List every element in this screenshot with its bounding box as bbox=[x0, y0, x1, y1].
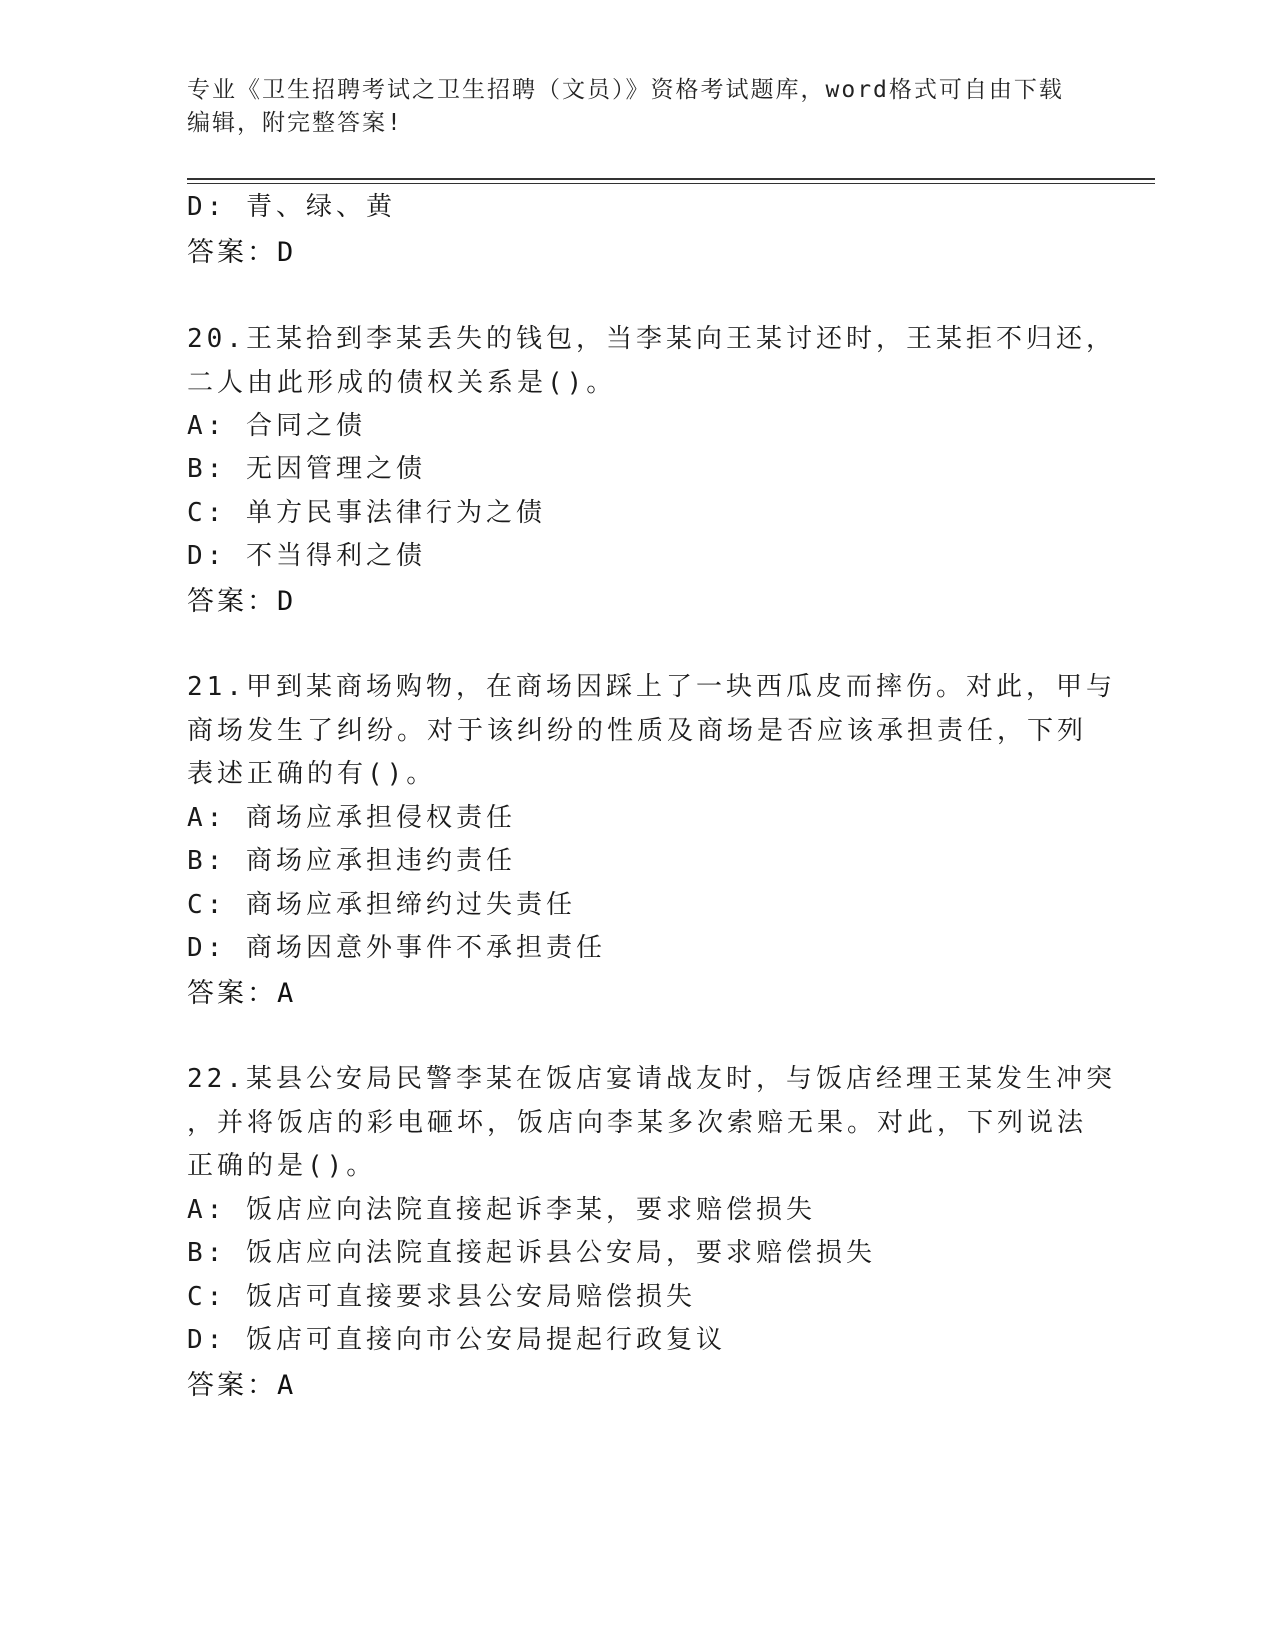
answer-value: D bbox=[277, 237, 297, 268]
q20-option-d: D: 不当得利之债 bbox=[187, 541, 426, 571]
q22-option-a: A: 饭店应向法院直接起诉李某，要求赔偿损失 bbox=[187, 1195, 816, 1225]
header-line-1: 专业《卫生招聘考试之卫生招聘（文员）》资格考试题库，word格式可自由下载 bbox=[187, 77, 1064, 103]
answer-label: 答案： bbox=[187, 586, 277, 617]
q21-stem-line-2: 商场发生了纠纷。对于该纠纷的性质及商场是否应该承担责任，下列 bbox=[187, 716, 1088, 746]
q22-option-d: D: 饭店可直接向市公安局提起行政复议 bbox=[187, 1325, 726, 1355]
prev-answer bbox=[187, 230, 296, 269]
q21-answer bbox=[187, 971, 296, 1010]
q22-option-c: C: 饭店可直接要求县公安局赔偿损失 bbox=[187, 1282, 696, 1312]
q20-stem-line-1: 20.王某拾到李某丢失的钱包，当李某向王某讨还时，王某拒不归还， bbox=[187, 324, 1116, 354]
q20-option-b: B: 无因管理之债 bbox=[187, 454, 426, 484]
answer-label: 答案： bbox=[187, 978, 277, 1009]
header-line-2: 编辑，附完整答案! bbox=[187, 110, 403, 136]
q22-answer bbox=[187, 1363, 296, 1402]
answer-label: 答案： bbox=[187, 1370, 277, 1401]
answer-label: 答案： bbox=[187, 237, 277, 268]
q20-option-a: A: 合同之债 bbox=[187, 411, 366, 441]
header-divider-thin bbox=[187, 183, 1155, 184]
q21-stem-line-3: 表述正确的有()。 bbox=[187, 759, 437, 789]
q20-option-c: C: 单方民事法律行为之债 bbox=[187, 498, 546, 528]
prev-option-d: D: 青、绿、黄 bbox=[187, 192, 396, 222]
answer-value: A bbox=[277, 978, 297, 1009]
q21-option-d: D: 商场因意外事件不承担责任 bbox=[187, 933, 606, 963]
q21-option-c: C: 商场应承担缔约过失责任 bbox=[187, 890, 576, 920]
q20-answer bbox=[187, 579, 296, 618]
q20-stem-line-2: 二人由此形成的债权关系是()。 bbox=[187, 368, 617, 398]
q22-stem-line-1: 22.某县公安局民警李某在饭店宴请战友时，与饭店经理王某发生冲突 bbox=[187, 1064, 1116, 1094]
answer-value: A bbox=[277, 1370, 297, 1401]
q21-stem-line-1: 21.甲到某商场购物，在商场因踩上了一块西瓜皮而摔伤。对此，甲与 bbox=[187, 672, 1116, 702]
header-divider-thick bbox=[187, 178, 1155, 180]
q22-option-b: B: 饭店应向法院直接起诉县公安局，要求赔偿损失 bbox=[187, 1238, 876, 1268]
document-header bbox=[187, 74, 1087, 140]
q22-stem-line-3: 正确的是()。 bbox=[187, 1151, 377, 1181]
q21-option-a: A: 商场应承担侵权责任 bbox=[187, 803, 516, 833]
q22-stem-line-2: ，并将饭店的彩电砸坏，饭店向李某多次索赔无果。对此，下列说法 bbox=[187, 1108, 1088, 1138]
answer-value: D bbox=[277, 586, 297, 617]
q21-option-b: B: 商场应承担违约责任 bbox=[187, 846, 516, 876]
